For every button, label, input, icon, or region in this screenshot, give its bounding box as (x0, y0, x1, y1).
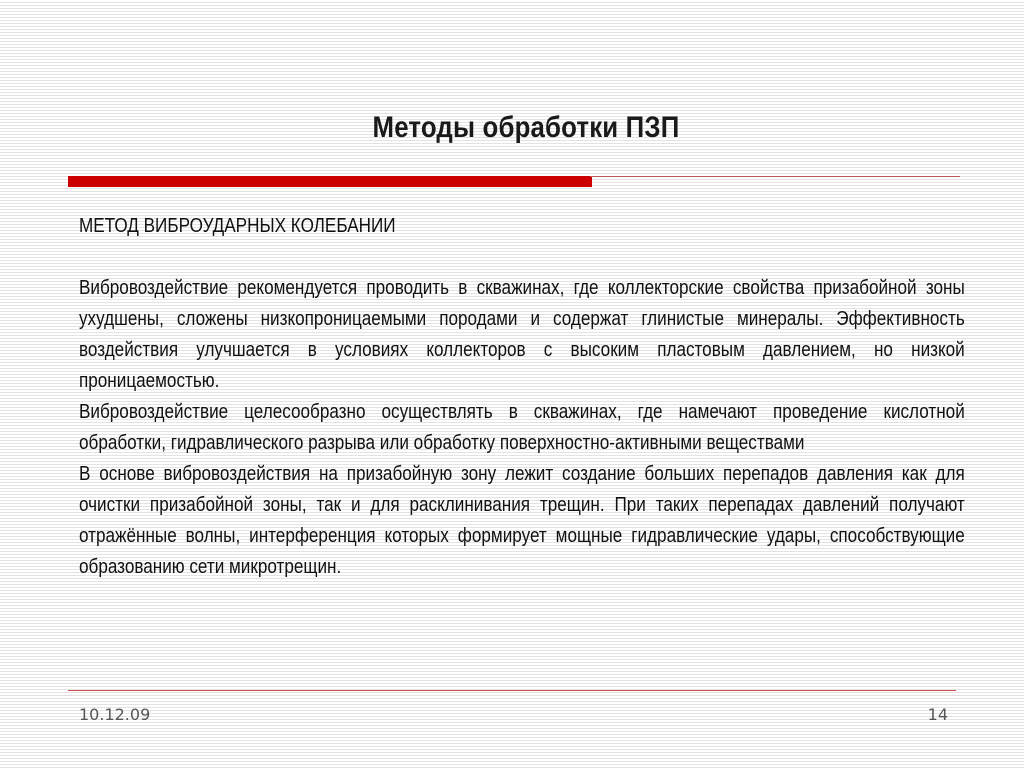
paragraph-principle: В основе вибровоздействия на призабойную зону лежит создание больших перепадов давления как для очистки призабойной зоны, так и для расклинивания трещин. При таких перепадах давлений получают отражённые волны, интерференция которых формирует мощные гидравлические удары, способствующие образованию сети микротрещин. (79, 463, 965, 578)
paragraph-combination: Вибровоздействие целесообразно осуществлять в скважинах, где намечают проведение кислотной обработки, гидравлического разрыва или обработку поверхностно-активными веществами (79, 401, 965, 454)
title-underline-rule (590, 176, 960, 177)
slide-content (79, 211, 965, 583)
footer-date: 10.12.09 (79, 705, 151, 724)
paragraph-applicability: Вибровоздействие рекомендуется проводить в скважинах, где коллекторские свойства призабойной зоны ухудшены, сложены низкопроницаемыми породами и содержат глинистые минералы. Эффективность воздействия улучшается в условиях коллекторов с высоким пластовым давлением, но низкой проницаемостью. (79, 277, 965, 392)
page-number: 14 (927, 705, 948, 724)
method-heading: МЕТОД ВИБРОУДАРНЫХ КОЛЕБАНИИ (79, 215, 396, 237)
title-accent-bar (68, 176, 592, 187)
slide-title: Методы обработки ПЗП (372, 111, 680, 144)
footer-rule (68, 690, 956, 691)
spacer (79, 242, 965, 273)
